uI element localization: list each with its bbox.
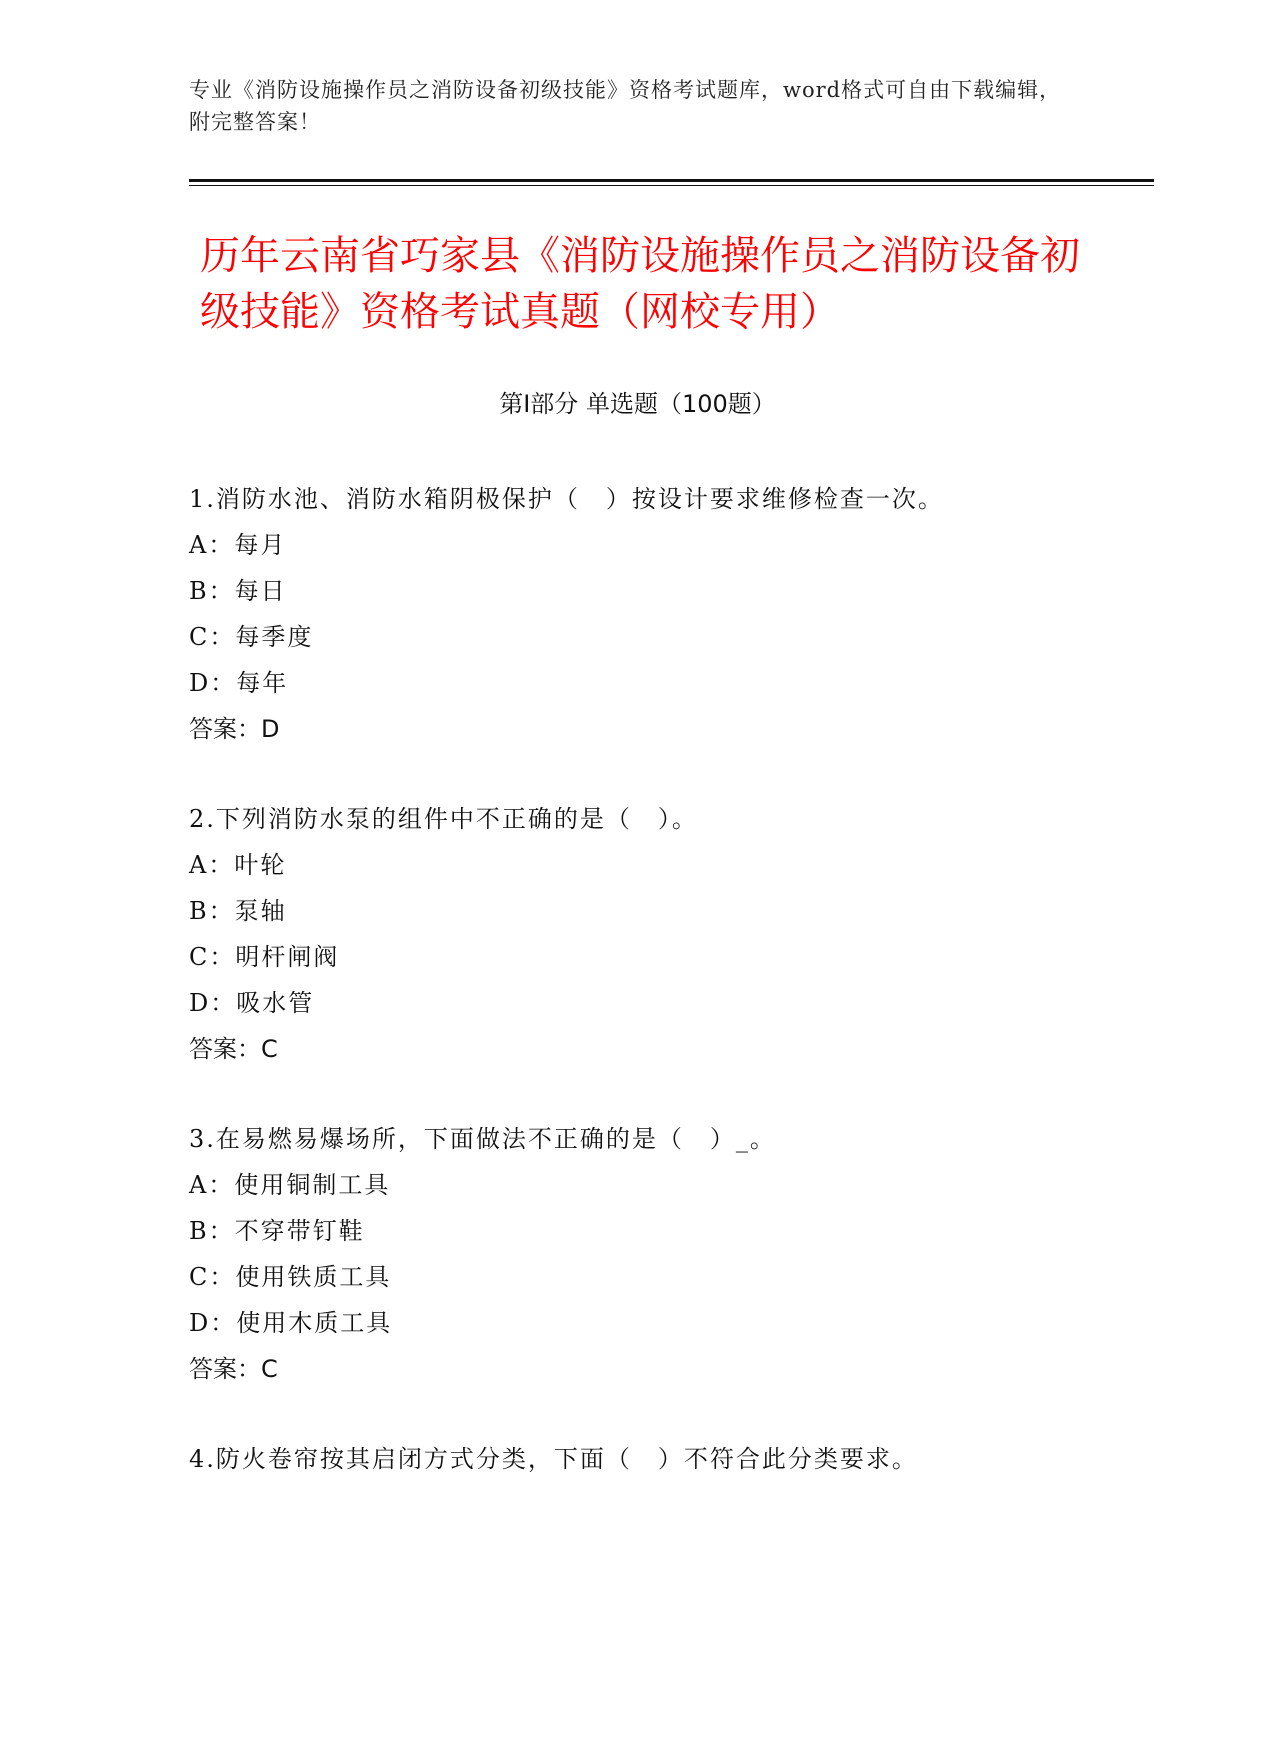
option-a: A：使用铜制工具 — [189, 1171, 391, 1199]
section-heading: 第Ⅰ部分 单选题（100题） — [499, 390, 776, 418]
answer-key: 答案：C — [189, 1035, 278, 1063]
answer-key: 答案：C — [189, 1355, 278, 1383]
question-stem: 3.在易燃易爆场所，下面做法不正确的是（ ）_。 — [189, 1125, 776, 1153]
question-stem: 1.消防水池、消防水箱阴极保护（ ）按设计要求维修检查一次。 — [189, 485, 944, 513]
question-1 — [189, 476, 1089, 796]
question-2 — [189, 796, 1089, 1116]
option-d: D：使用木质工具 — [189, 1309, 393, 1337]
option-d: D：每年 — [189, 669, 289, 697]
document-title: 历年云南省巧家县《消防设施操作员之消防设备初级技能》资格考试真题（网校专用） — [200, 233, 1080, 335]
header-divider-thin — [189, 185, 1154, 186]
question-3 — [189, 1116, 1089, 1436]
question-list — [189, 476, 1089, 1756]
option-b: B：每日 — [189, 577, 287, 605]
answer-key: 答案：D — [189, 715, 280, 743]
option-b: B：不穿带钉鞋 — [189, 1217, 365, 1245]
option-c: C：明杆闸阀 — [189, 943, 340, 971]
question-stem: 2.下列消防水泵的组件中不正确的是（ ）。 — [189, 805, 698, 833]
option-c: C：使用铁质工具 — [189, 1263, 392, 1291]
header-divider-thick — [189, 179, 1154, 182]
question-4 — [189, 1436, 1089, 1756]
question-stem: 4.防火卷帘按其启闭方式分类，下面（ ）不符合此分类要求。 — [189, 1445, 918, 1473]
option-b: B：泵轴 — [189, 897, 287, 925]
option-d: D：吸水管 — [189, 989, 315, 1017]
option-a: A：每月 — [189, 531, 287, 559]
option-a: A：叶轮 — [189, 851, 287, 879]
header-note: 专业《消防设施操作员之消防设备初级技能》资格考试题库，word格式可自由下载编辑，附完整答案！ — [189, 78, 1062, 134]
option-c: C：每季度 — [189, 623, 314, 651]
